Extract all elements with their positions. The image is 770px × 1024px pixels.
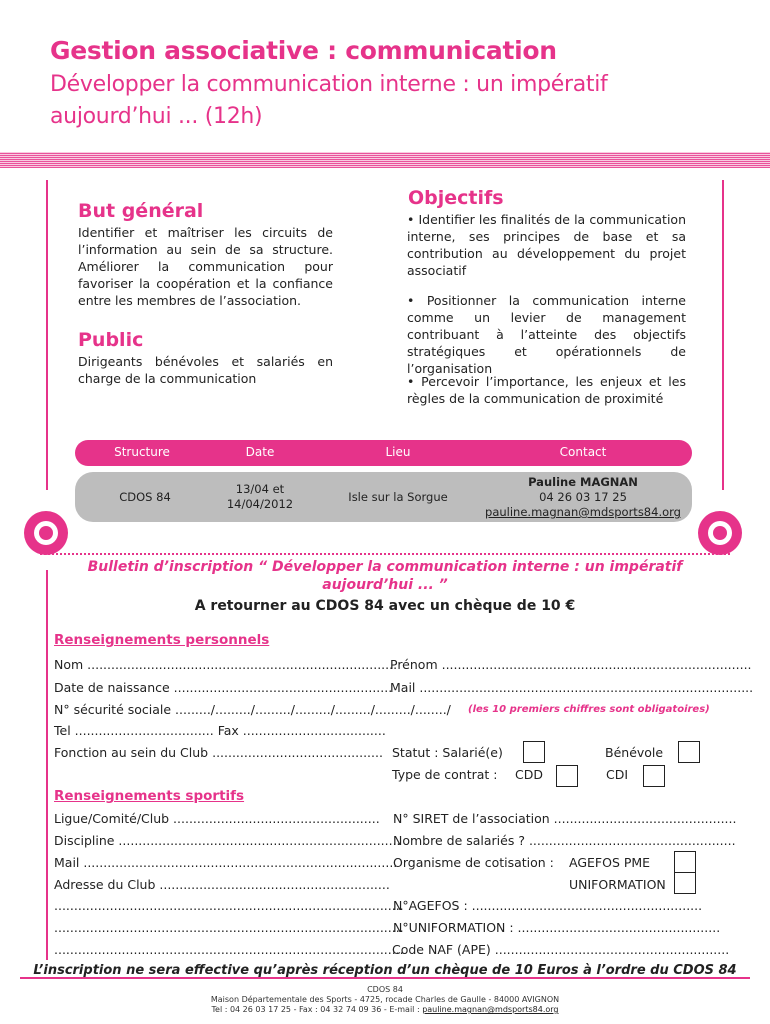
bulletin-retour: A retourner au CDOS 84 avec un chèque de 10 € bbox=[194, 598, 576, 614]
th-date: Date bbox=[245, 445, 275, 459]
right-rule bbox=[722, 180, 724, 490]
club-mail-field[interactable]: Mail ............................................................................... bbox=[54, 855, 398, 870]
but-title: But général bbox=[78, 200, 204, 222]
td-lieu: Isle sur la Sorgue bbox=[348, 490, 448, 504]
page-subtitle-2: aujourd’hui ... (12h) bbox=[50, 104, 263, 129]
footer bbox=[0, 985, 770, 1015]
objectif-item: • Positionner la communication interne comme un levier de management contribuant à l’atteinte des objectifs stratégiques et opérationnels de l’organisation bbox=[407, 293, 686, 376]
mail-field[interactable]: Mail .................................................................................... bbox=[390, 680, 754, 695]
cotisation-label: Organisme de cotisation : bbox=[393, 855, 554, 870]
naissance-field[interactable]: Date de naissance ....................................................... bbox=[54, 680, 393, 695]
naf-field[interactable]: Code NAF (APE) ........................................................... bbox=[392, 942, 730, 957]
page-title: Gestion associative : communication bbox=[50, 36, 557, 65]
prenom-field[interactable]: Prénom .............................................................................. bbox=[390, 657, 752, 672]
objectifs-title: Objectifs bbox=[408, 187, 504, 209]
th-structure: Structure bbox=[114, 445, 170, 459]
adresse-line-4[interactable]: ........................................................................................ bbox=[54, 942, 404, 957]
perso-title: Renseignements personnels bbox=[54, 632, 270, 648]
salaries-field[interactable]: Nombre de salariés ? .................................................... bbox=[393, 833, 736, 848]
uniformation-label: UNIFORMATION bbox=[569, 877, 666, 892]
inscription-warning: L’inscription ne sera effective qu’après réception d’un chèque de 10 Euros à l’ordre du CDOS 84 bbox=[33, 963, 737, 978]
uniformation-checkbox[interactable] bbox=[674, 872, 696, 894]
td-contact-phone: 04 26 03 17 25 bbox=[539, 490, 627, 504]
th-lieu: Lieu bbox=[385, 445, 411, 459]
cdi-label: CDI bbox=[606, 767, 629, 782]
td-structure: CDOS 84 bbox=[119, 490, 171, 504]
cut-line bbox=[40, 553, 730, 555]
footer-rule bbox=[20, 977, 750, 979]
tel-fax-field[interactable]: Tel ................................... Fax .................................... bbox=[54, 723, 386, 738]
decor-circle-icon bbox=[24, 511, 68, 555]
siret-field[interactable]: N° SIRET de l’association .............................................. bbox=[393, 811, 737, 826]
footer-contact-text: Tel : 04 26 03 17 25 - Fax : 04 32 74 09 36 - E-mail : bbox=[211, 1005, 423, 1014]
salarie-checkbox[interactable] bbox=[523, 741, 545, 763]
header-stripe bbox=[0, 152, 770, 168]
adresse-field[interactable]: Adresse du Club .......................................................... bbox=[54, 877, 390, 892]
decor-circle-icon bbox=[698, 511, 742, 555]
footer-org: CDOS 84 bbox=[367, 985, 403, 994]
td-contact-name: Pauline MAGNAN bbox=[528, 475, 638, 489]
agefos-pme-checkbox[interactable] bbox=[674, 851, 696, 873]
fonction-field[interactable]: Fonction au sein du Club ........................................... bbox=[54, 745, 383, 760]
uniformation-field[interactable]: N°UNIFORMATION : ................................................... bbox=[393, 920, 721, 935]
public-title: Public bbox=[78, 329, 144, 351]
benevole-checkbox[interactable] bbox=[678, 741, 700, 763]
cdd-label: CDD bbox=[515, 767, 543, 782]
objectif-item: • Identifier les finalités de la communication interne, ses principes de base et sa contribution au développement du projet associatif bbox=[407, 212, 686, 278]
bulletin-title bbox=[60, 558, 710, 594]
agefos-field[interactable]: N°AGEFOS : .......................................................... bbox=[393, 898, 703, 913]
public-text: Dirigeants bénévoles et salariés en charge de la communication bbox=[78, 354, 333, 386]
page-subtitle-1: Développer la communication interne : un impératif bbox=[50, 72, 608, 97]
bulletin-line-2: aujourd’hui ... ” bbox=[322, 577, 448, 593]
discipline-field[interactable]: Discipline ....................................................................... bbox=[54, 833, 401, 848]
nom-field[interactable]: Nom .............................................................................. bbox=[54, 657, 398, 672]
footer-address: Maison Départementale des Sports - 4725, rocade Charles de Gaulle - 84000 AVIGNON bbox=[210, 995, 560, 1004]
benevole-label: Bénévole bbox=[605, 745, 664, 760]
agefos-pme-label: AGEFOS PME bbox=[569, 855, 651, 870]
left-rule bbox=[46, 180, 48, 490]
cdi-checkbox[interactable] bbox=[643, 765, 665, 787]
contrat-label: Type de contrat : bbox=[392, 767, 498, 782]
footer-email-link[interactable]: pauline.magnan@mdsports84.org bbox=[422, 1005, 559, 1014]
statut-label: Statut : Salarié(e) bbox=[392, 745, 503, 760]
adresse-line-2[interactable]: ........................................................................................ bbox=[54, 898, 404, 913]
td-contact-email[interactable]: pauline.magnan@mdsports84.org bbox=[485, 505, 681, 519]
bulletin-line-1: Bulletin d’inscription “ Développer la communication interne : un impératif bbox=[87, 559, 683, 575]
adresse-line-3[interactable]: ........................................................................................ bbox=[54, 920, 404, 935]
ligue-field[interactable]: Ligue/Comité/Club .................................................... bbox=[54, 811, 380, 826]
footer-contact bbox=[0, 1005, 770, 1015]
left-rule-lower bbox=[46, 570, 48, 960]
td-date-1: 13/04 et bbox=[235, 482, 285, 496]
objectif-item: • Percevoir l’importance, les enjeux et les règles de la communication de proximité bbox=[407, 374, 686, 406]
secu-field[interactable]: N° sécurité sociale ........./........./........./........./........./........./......../ bbox=[54, 702, 451, 717]
but-text: Identifier et maîtriser les circuits de l’information au sein de sa structure. Améliorer la communication pour favoriser la coopération et la confiance entre les membres de l’association. bbox=[78, 225, 333, 308]
th-contact: Contact bbox=[559, 445, 607, 459]
td-date-2: 14/04/2012 bbox=[226, 497, 294, 511]
secu-note: (les 10 premiers chiffres sont obligatoires) bbox=[468, 704, 710, 715]
sportifs-title: Renseignements sportifs bbox=[54, 788, 245, 804]
cdd-checkbox[interactable] bbox=[556, 765, 578, 787]
